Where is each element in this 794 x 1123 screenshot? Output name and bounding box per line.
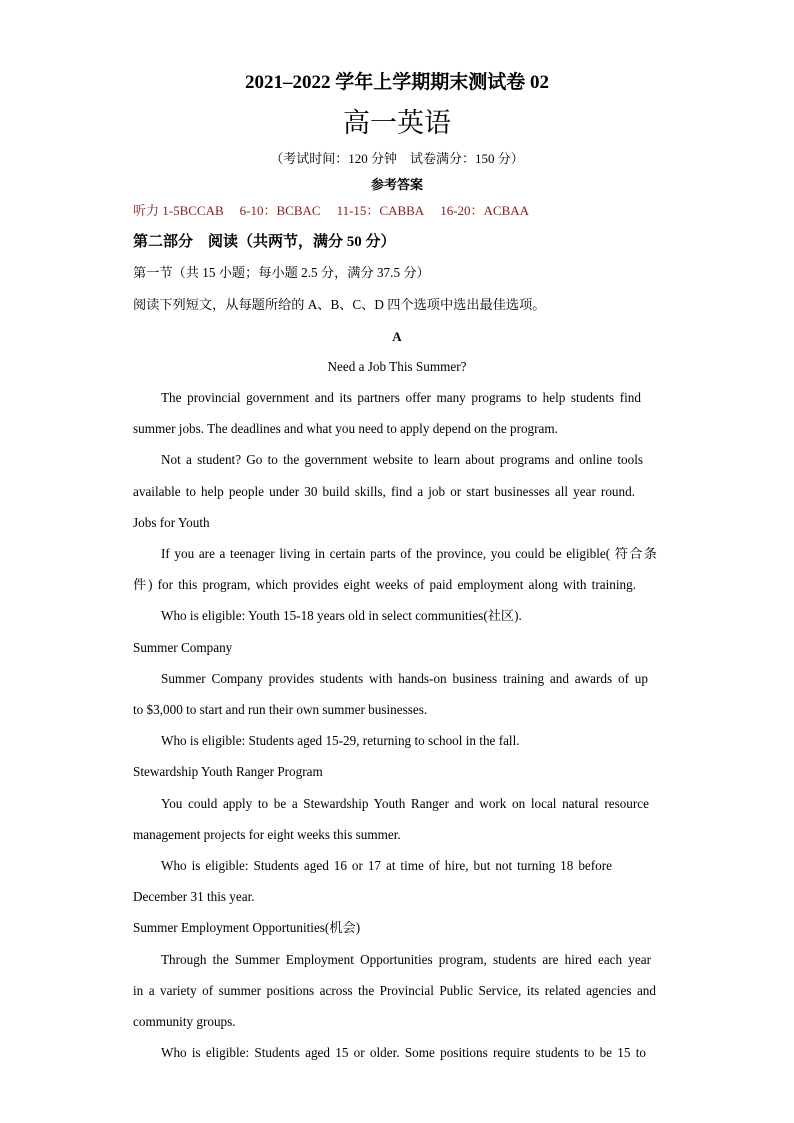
section1-heading: 第一节（共 15 小题；每小题 2.5 分，满分 37.5 分）	[133, 265, 430, 280]
answer-heading: 参考答案	[370, 177, 423, 192]
paragraph-line: management projects for eight weeks this summer.	[133, 827, 401, 842]
section-heading-summer-company: Summer Company	[133, 640, 233, 655]
section-heading-jobs-for-youth: Jobs for Youth	[133, 515, 210, 530]
paragraph-line: community groups.	[133, 1014, 236, 1029]
section-heading-summer-employment: Summer Employment Opportunities(机会)	[133, 920, 361, 935]
part2-heading: 第二部分 阅读（共两节，满分 50 分）	[133, 234, 396, 250]
paragraph-line: The provincial government and its partners offer many programs to help students find	[161, 390, 641, 405]
passage-letter: A	[392, 329, 402, 344]
eligibility-line: Who is eligible: Students aged 16 or 17 at time of hire, but not turning 18 before	[161, 858, 612, 873]
subject-title: 高一英语	[343, 108, 451, 139]
paragraph-line: Through the Summer Employment Opportunities program, students are hired each year	[161, 952, 651, 967]
paragraph-line: summer jobs. The deadlines and what you need to apply depend on the program.	[133, 421, 558, 436]
eligibility-line: Who is eligible: Students aged 15-29, returning to school in the fall.	[161, 733, 520, 748]
paragraph-line: Not a student? Go to the government website to learn about programs and online tools	[161, 452, 643, 467]
answers-group-4: 16-20：ACBAA	[440, 203, 530, 218]
answers-group-2: 6-10：BCBAC	[239, 203, 321, 218]
paragraph-line: to $3,000 to start and run their own summer businesses.	[133, 702, 428, 717]
paragraph-line: available to help people under 30 build skills, find a job or start businesses all year round.	[133, 484, 635, 499]
eligibility-line: Who is eligible: Youth 15-18 years old in select communities(社区).	[161, 608, 522, 623]
answers-group-3: 11-15：CABBA	[336, 203, 425, 218]
answers-group-1: 听力 1-5BCCAB	[133, 203, 224, 218]
paragraph-line: in a variety of summer positions across the Provincial Public Service, its related agencies and	[133, 983, 656, 998]
passage-title: Need a Job This Summer?	[327, 359, 467, 374]
listening-answers	[133, 203, 529, 219]
exam-info: （考试时间：120 分钟 试卷满分：150 分）	[270, 151, 524, 166]
section-heading-stewardship: Stewardship Youth Ranger Program	[133, 764, 323, 779]
paragraph-line: December 31 this year.	[133, 889, 255, 904]
paragraph-line: Summer Company provides students with hands-on business training and awards of up	[161, 671, 648, 686]
paragraph-line: 件) for this program, which provides eight weeks of paid employment along with training.	[133, 577, 636, 592]
paragraph-line: You could apply to be a Stewardship Youth Ranger and work on local natural resource	[161, 796, 649, 811]
eligibility-line: Who is eligible: Students aged 15 or older. Some positions require students to be 15 to	[161, 1045, 646, 1060]
paragraph-line: If you are a teenager living in certain parts of the province, you could be eligible( 符合条	[161, 546, 657, 561]
exam-title: 2021–2022 学年上学期期末测试卷 02	[244, 72, 549, 93]
reading-instructions: 阅读下列短文，从每题所给的 A、B、C、D 四个选项中选出最佳选项。	[133, 297, 546, 312]
